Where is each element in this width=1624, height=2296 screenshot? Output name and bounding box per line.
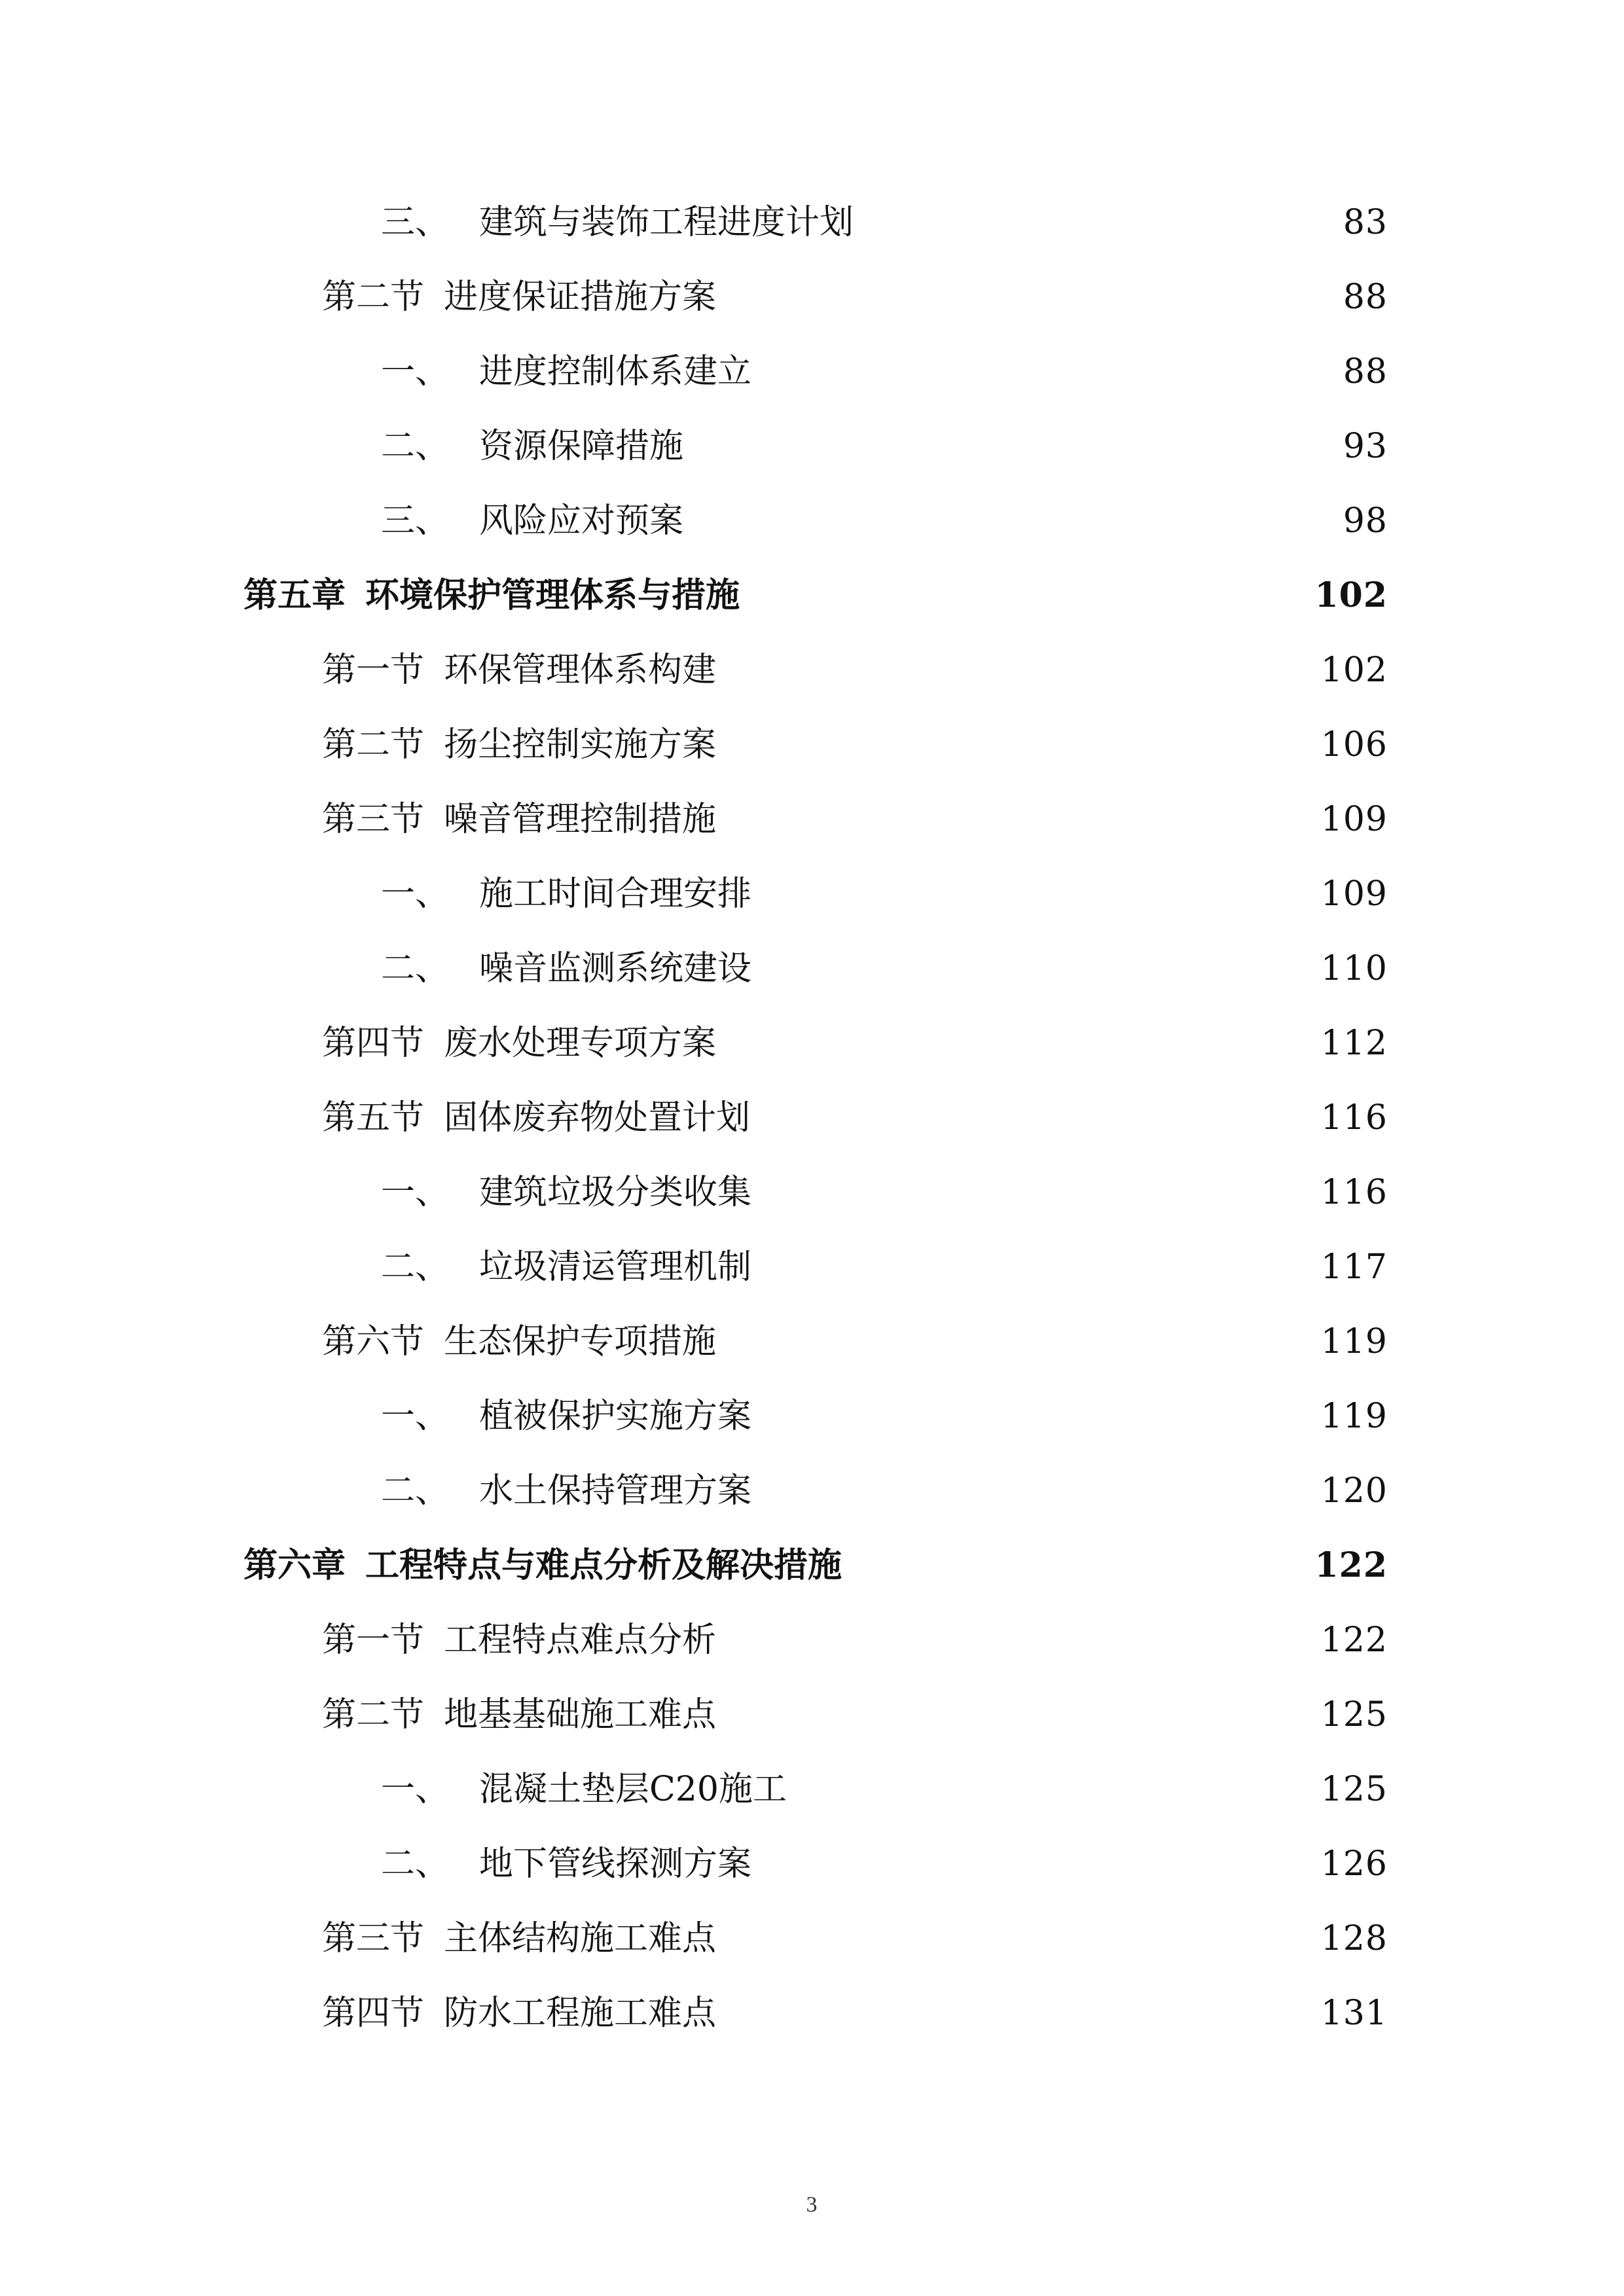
toc-entry-marker: 第四节 [322, 1994, 425, 2033]
toc-entry-page: 109 [1320, 874, 1388, 914]
toc-entry-marker: 第三节 [322, 1919, 425, 1958]
toc-entry-page: 128 [1320, 1919, 1388, 1958]
toc-entry[interactable] [322, 1085, 1388, 1151]
toc-entry-marker: 二、 [381, 1247, 450, 1287]
toc-entry-title: 植被保护实施方案 [479, 1397, 752, 1436]
toc-entry-marker: 二、 [381, 1471, 450, 1511]
toc-entry-page: 116 [1320, 1098, 1388, 1138]
toc-entry-title: 垃圾清运管理机制 [479, 1247, 752, 1287]
toc-entry[interactable] [381, 1458, 1388, 1524]
toc-entry-page: 106 [1320, 725, 1388, 764]
toc-entry[interactable] [381, 488, 1388, 554]
toc-entry[interactable] [322, 264, 1388, 330]
toc-entry[interactable] [322, 787, 1388, 852]
toc-entry-title: 扬尘控制实施方案 [444, 725, 717, 764]
toc-entry-title: 资源保障措施 [479, 427, 684, 466]
toc-entry-marker: 第二节 [322, 1695, 425, 1734]
toc-dot-leader [749, 563, 1301, 628]
toc-entry-marker: 三、 [381, 501, 450, 541]
toc-entry-title: 混凝土垫层C20施工 [479, 1770, 787, 1809]
toc-entry-page: 109 [1320, 800, 1388, 839]
toc-dot-leader [725, 264, 1330, 330]
toc-dot-leader [761, 861, 1308, 927]
toc-entry-title: 建筑垃圾分类收集 [479, 1173, 752, 1212]
toc-entry-marker: 一、 [381, 1770, 450, 1809]
toc-dot-leader [725, 1309, 1308, 1374]
toc-entry-title: 固体废弃物处置计划 [444, 1098, 751, 1138]
toc-entry-page: 88 [1343, 278, 1388, 317]
toc-entry-marker: 第六章 [244, 1545, 346, 1585]
toc-dot-leader [796, 1757, 1308, 1822]
toc-entry-page: 125 [1320, 1770, 1388, 1809]
toc-dot-leader [761, 1458, 1308, 1524]
toc-entry-page: 120 [1320, 1471, 1388, 1511]
toc-entry-marker: 一、 [381, 1397, 450, 1436]
toc-entry-page: 93 [1343, 427, 1388, 466]
toc-entry-title: 水土保持管理方案 [479, 1471, 752, 1511]
toc-entry-title: 地下管线探测方案 [479, 1844, 752, 1884]
toc-entry-page: 119 [1320, 1322, 1388, 1361]
toc-entry[interactable] [322, 1682, 1388, 1748]
toc-entry[interactable] [381, 1757, 1388, 1822]
toc-entry-title: 废水处理专项方案 [444, 1024, 717, 1063]
toc-entry-title: 环保管理体系构建 [444, 651, 717, 690]
toc-entry-title: 生态保护专项措施 [444, 1322, 717, 1361]
toc-entry-marker: 第三节 [322, 800, 425, 839]
toc-entry-title: 噪音管理控制措施 [444, 800, 717, 839]
toc-entry-page: 126 [1320, 1844, 1388, 1884]
toc-entry[interactable] [322, 712, 1388, 778]
toc-entry-marker: 第六节 [322, 1322, 425, 1361]
toc-entry[interactable] [381, 339, 1388, 404]
toc-entry[interactable] [381, 1831, 1388, 1897]
toc-entry[interactable] [322, 637, 1388, 703]
toc-entry-page: 116 [1320, 1173, 1388, 1212]
toc-entry-marker: 二、 [381, 427, 450, 466]
toc-dot-leader [761, 936, 1308, 1001]
toc-entry-page: 88 [1343, 352, 1388, 391]
toc-entry-page: 102 [1320, 651, 1388, 690]
toc-entry-marker: 第五节 [322, 1098, 425, 1138]
toc-dot-leader [761, 339, 1330, 404]
toc-entry-title: 地基基础施工难点 [444, 1695, 717, 1734]
toc-entry-title: 施工时间合理安排 [479, 874, 752, 914]
toc-dot-leader [725, 1011, 1308, 1076]
toc-entry[interactable] [322, 1011, 1388, 1076]
toc-entry[interactable] [322, 1309, 1388, 1374]
toc-dot-leader [725, 1981, 1308, 2046]
toc-entry-title: 进度保证措施方案 [444, 278, 717, 317]
toc-entry-chapter[interactable] [244, 1533, 1388, 1598]
toc-entry-marker: 二、 [381, 1844, 450, 1884]
toc-entry-title: 建筑与装饰工程进度计划 [479, 203, 854, 242]
toc-entry-page: 125 [1320, 1695, 1388, 1734]
toc-entry-page: 83 [1343, 203, 1388, 242]
toc-entry-marker: 一、 [381, 874, 450, 914]
toc-entry[interactable] [381, 1160, 1388, 1225]
toc-entry-title: 环境保护管理体系与措施 [365, 575, 740, 615]
toc-entry-page: 119 [1320, 1397, 1388, 1436]
toc-dot-leader [761, 1831, 1308, 1897]
toc-entry-marker: 第二节 [322, 725, 425, 764]
toc-entry-marker: 第五章 [244, 575, 346, 615]
toc-entry[interactable] [322, 1607, 1388, 1673]
toc-entry-page: 122 [1314, 1545, 1388, 1585]
toc-dot-leader [761, 1384, 1308, 1449]
toc-dot-leader [851, 1533, 1301, 1598]
toc-dot-leader [693, 488, 1330, 554]
toc-dot-leader [761, 1160, 1308, 1225]
toc-dot-leader [725, 1607, 1308, 1673]
toc-entry-title: 工程特点难点分析 [444, 1621, 717, 1660]
toc-entry[interactable] [322, 1906, 1388, 1971]
toc-entry-page: 131 [1320, 1994, 1388, 2033]
toc-entry-title: 风险应对预案 [479, 501, 684, 541]
toc-entry[interactable] [381, 414, 1388, 479]
toc-dot-leader [761, 1234, 1308, 1300]
toc-entry-marker: 第一节 [322, 651, 425, 690]
toc-entry[interactable] [381, 1234, 1388, 1300]
toc-entry[interactable] [381, 1384, 1388, 1449]
toc-entry-page: 98 [1343, 501, 1388, 541]
toc-entry[interactable] [322, 1981, 1388, 2046]
page-number: 3 [806, 2193, 818, 2217]
toc-dot-leader [759, 1085, 1308, 1151]
toc-entry-title: 防水工程施工难点 [444, 1994, 717, 2033]
toc-entry-marker: 一、 [381, 352, 450, 391]
toc-dot-leader [725, 1906, 1308, 1971]
toc-entry-marker: 第一节 [322, 1621, 425, 1660]
toc-entry-marker: 一、 [381, 1173, 450, 1212]
toc-entry-marker: 三、 [381, 203, 450, 242]
toc-dot-leader [725, 1682, 1308, 1748]
toc-entry-page: 117 [1320, 1247, 1388, 1287]
toc-entry-page: 112 [1320, 1024, 1388, 1063]
toc-entry[interactable] [381, 861, 1388, 927]
toc-entry[interactable] [381, 936, 1388, 1001]
toc-dot-leader [725, 712, 1308, 778]
toc-dot-leader [725, 787, 1308, 852]
toc-entry-title: 噪音监测系统建设 [479, 949, 752, 988]
toc-entry-chapter[interactable] [244, 563, 1388, 628]
toc-entry-page: 110 [1320, 949, 1388, 988]
toc-entry-marker: 第二节 [322, 278, 425, 317]
toc-dot-leader [693, 414, 1330, 479]
toc-entry-page: 122 [1320, 1621, 1388, 1660]
toc-entry-title: 主体结构施工难点 [444, 1919, 717, 1958]
toc-entry-marker: 第四节 [322, 1024, 425, 1063]
toc-entry-title: 进度控制体系建立 [479, 352, 752, 391]
toc-entry-title: 工程特点与难点分析及解决措施 [365, 1545, 842, 1585]
toc-entry-page: 102 [1314, 575, 1388, 615]
toc-entry[interactable] [381, 190, 1388, 255]
toc-dot-leader [725, 637, 1308, 703]
toc-entry-marker: 二、 [381, 949, 450, 988]
toc-dot-leader [863, 190, 1330, 255]
